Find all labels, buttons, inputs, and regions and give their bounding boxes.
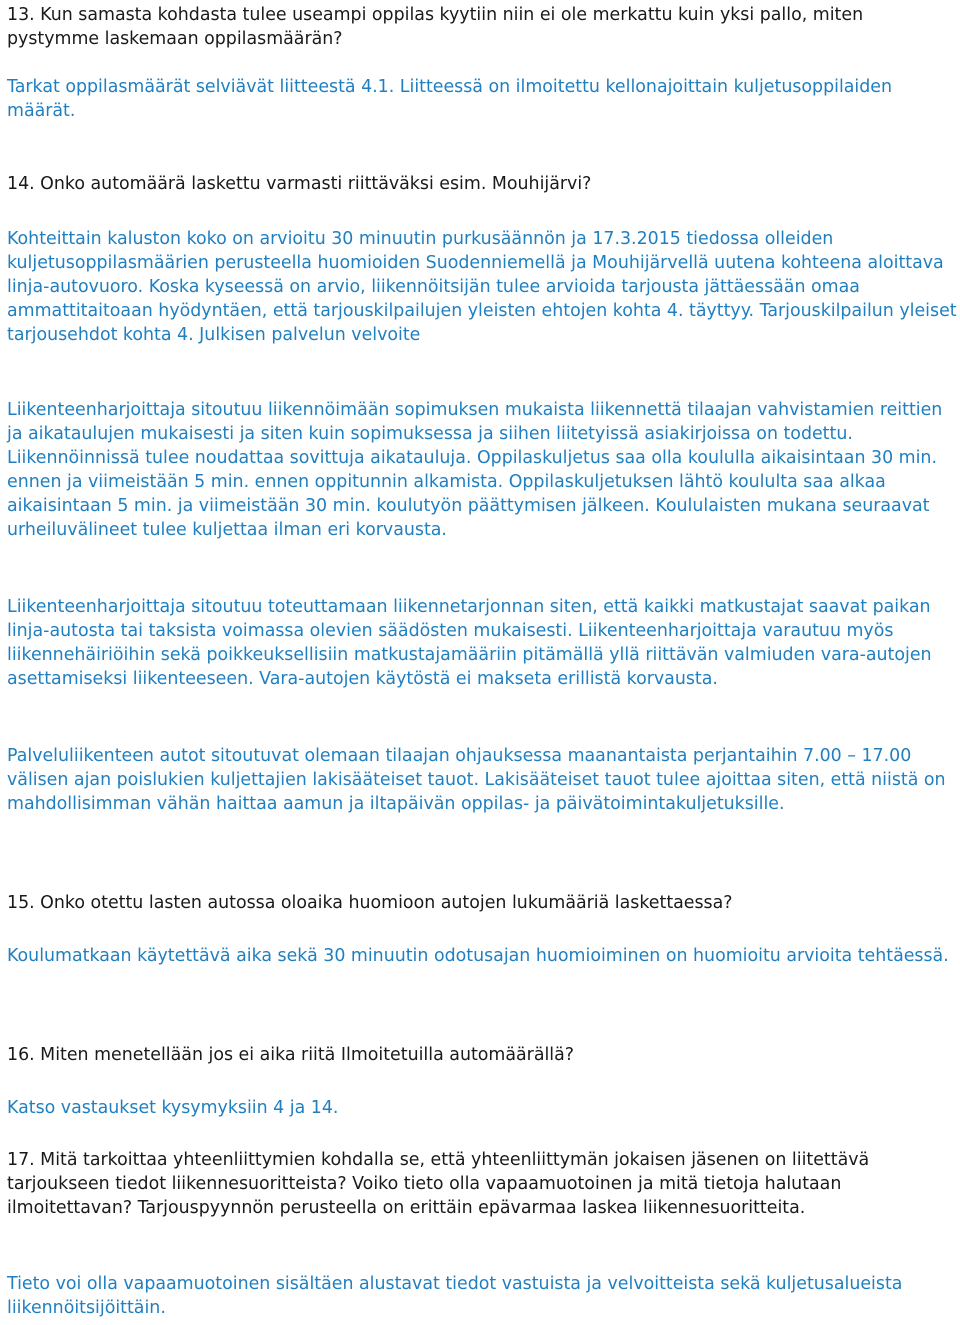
answer-17: Tieto voi olla vapaamuotoinen sisältäen alustavat tiedot vastuista ja velvoitteista sekä kuljetusalueista liikennöitsijöittäin.	[7, 1274, 903, 1318]
answer-14-paragraph-4: Palveluliikenteen autot sitoutuvat olemaan tilaajan ohjauksessa maanantaista perjantaihin 7.00 – 17.00 välisen ajan poislukien kuljettajien lakisääteiset tauot. Lakisääteiset tauot tulee ajoittaa siten, että niistä on mahdollisimman vähän haittaa aamun ja iltapäivän oppilas- ja päivätoimintakuljetuksille.	[7, 746, 946, 814]
answer-15: Koulumatkaan käytettävä aika sekä 30 minuutin odotusajan huomioiminen on huomioitu arvioita tehtäessä.	[7, 946, 949, 966]
answer-14-paragraph-1: Kohteittain kaluston koko on arvioitu 30 minuutin purkusäännön ja 17.3.2015 tiedossa olleiden kuljetusoppilasmäärien perusteella huomioiden Suodenniemellä ja Mouhijärvellä uutena kohteena aloittava linja-autovuoro. Koska kyseessä on arvio, liikennöitsijän tulee arvioida tarjousta jättäessään omaa ammattitaitoaan hyödyntäen, että tarjouskilpailujen yleisten ehtojen kohta 4. täyttyy. Tarjouskilpailun yleiset tarjousehdot kohta 4. Julkisen palvelun velvoite	[7, 229, 957, 345]
answer-13: Tarkat oppilasmäärät selviävät liitteestä 4.1. Liitteessä on ilmoitettu kellonajoittain kuljetusoppilaiden määrät.	[7, 77, 893, 121]
answer-16: Katso vastaukset kysymyksiin 4 ja 14.	[7, 1098, 339, 1118]
question-17: 17. Mitä tarkoittaa yhteenliittymien kohdalla se, että yhteenliittymän jokaisen jäsenen on liitettävä tarjoukseen tiedot liikennesuoritteista? Voiko tieto olla vapaamuotoinen ja mitä tietoja halutaan ilmoitettavan? Tarjouspyynnön perusteella on erittäin epävarmaa laskea liikennesuoritteita.	[7, 1150, 870, 1218]
question-15: 15. Onko otettu lasten autossa oloaika huomioon autojen lukumääriä laskettaessa?	[7, 893, 733, 913]
question-14: 14. Onko automäärä laskettu varmasti riittäväksi esim. Mouhijärvi?	[7, 174, 592, 194]
answer-14-paragraph-2: Liikenteenharjoittaja sitoutuu liikennöimään sopimuksen mukaista liikennettä tilaajan vahvistamien reittien ja aikataulujen mukaisesti ja siten kuin sopimuksessa ja siihen liitetyissä asiakirjoissa on todettu. Liikennöinnissä tulee noudattaa sovittuja aikatauluja. Oppilaskuljetus saa olla koululla aikaisintaan 30 min. ennen ja viimeistään 5 min. ennen oppitunnin alkamista. Oppilaskuljetuksen lähtö koululta saa alkaa aikaisintaan 5 min. ja viimeistään 30 min. koulutyön päättymisen jälkeen. Koululaisten mukana seuraavat urheiluvälineet tulee kuljettaa ilman eri korvausta.	[7, 400, 943, 540]
question-13: 13. Kun samasta kohdasta tulee useampi oppilas kyytiin niin ei ole merkattu kuin yksi pallo, miten pystymme laskemaan oppilasmäärän?	[7, 5, 864, 49]
answer-14-paragraph-3: Liikenteenharjoittaja sitoutuu toteuttamaan liikennetarjonnan siten, että kaikki matkustajat saavat paikan linja-autosta tai taksista voimassa olevien säädösten mukaisesti. Liikenteenharjoittaja varautuu myös liikennehäiriöihin sekä poikkeuksellisiin matkustajamääriin pitämällä yllä riittävän valmiuden vara-autojen asettamiseksi liikenteeseen. Vara-autojen käytöstä ei makseta erillistä korvausta.	[7, 597, 932, 689]
question-16: 16. Miten menetellään jos ei aika riitä Ilmoitetuilla automäärällä?	[7, 1045, 575, 1065]
